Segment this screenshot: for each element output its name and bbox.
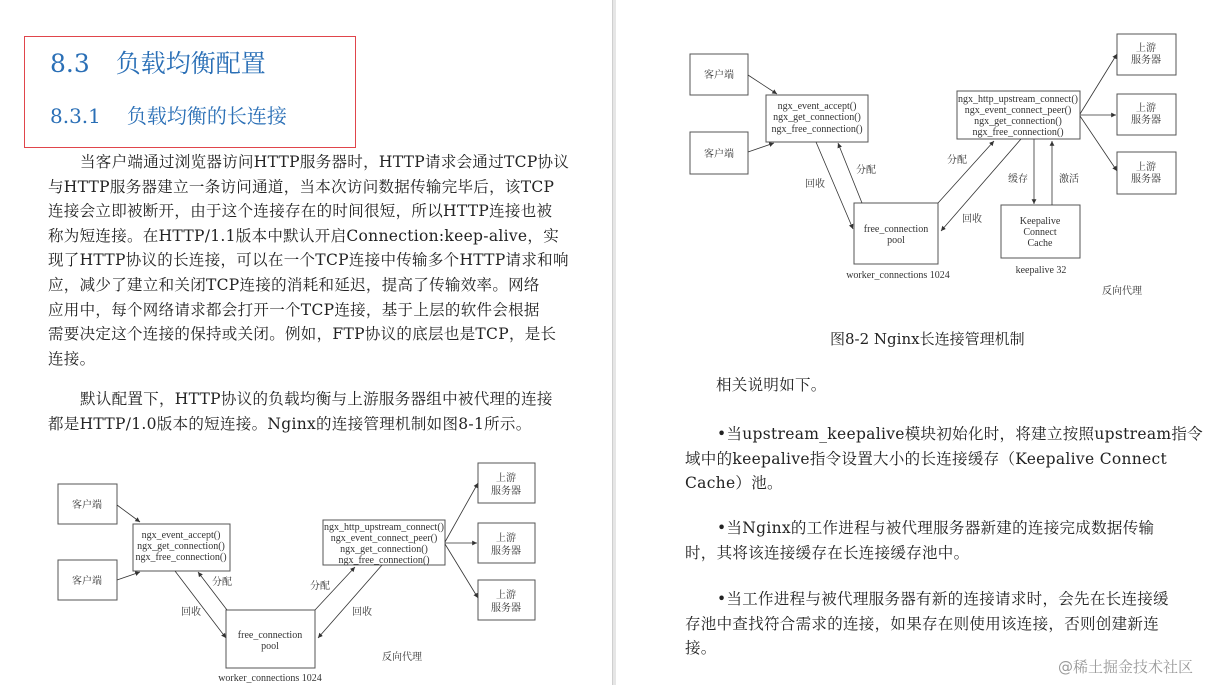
allocate-label: 分配	[212, 577, 232, 588]
subsection-number: 8.3.1	[50, 104, 101, 128]
client-label: 客户端	[704, 70, 734, 81]
arrow	[1080, 116, 1117, 171]
func-label: ngx_event_accept()	[777, 101, 857, 112]
text-line: 应用中，每个网络请求都会打开一个TCP连接，基于上层的软件会根据	[48, 300, 540, 319]
server-label: 上游	[496, 533, 516, 544]
cache-label: Cache	[1027, 238, 1053, 249]
server-label: 上游	[1136, 103, 1156, 114]
func-label: ngx_http_upstream_connect()	[958, 94, 1078, 105]
server-label: 上游	[1136, 162, 1156, 173]
client-label: 客户端	[72, 500, 102, 511]
bullet-2	[685, 516, 1154, 565]
text-line: 域中的keepalive指令设置大小的长连接缓存（Keepalive Connect	[685, 449, 1168, 468]
client-label: 客户端	[72, 576, 102, 587]
pool-label: free_connection	[237, 630, 303, 641]
server-label: 服务器	[1131, 115, 1161, 126]
func-label: ngx_free_connection()	[771, 124, 863, 135]
pool-label: pool	[887, 235, 905, 246]
arrow	[1080, 54, 1117, 114]
recycle-label: 回收	[805, 179, 825, 190]
func-label: ngx_free_connection()	[135, 552, 227, 563]
arrow	[748, 143, 774, 152]
server-label: 服务器	[491, 603, 521, 614]
arrow	[748, 75, 777, 94]
text-line: 与HTTP服务器建立一条访问通道，当本次访问数据传输完毕后，该TCP	[48, 177, 555, 196]
allocate-label: 分配	[947, 155, 967, 166]
recycle-label: 回收	[181, 607, 201, 618]
server-label: 服务器	[491, 546, 521, 557]
func-label: ngx_get_connection()	[773, 112, 861, 123]
server-label: 服务器	[1131, 174, 1161, 185]
bullet-3	[685, 587, 1169, 661]
text-line: •当Nginx的工作进程与被代理服务器新建的连接完成数据传输	[717, 519, 1155, 537]
text-line: 连接会立即被断开，由于这个连接存在的时间很短，所以HTTP连接也被	[48, 202, 553, 221]
server-label: 上游	[496, 590, 516, 601]
func-label: ngx_free_connection()	[338, 555, 430, 566]
text-line: •当upstream_keepalive模块初始化时，将建立按照upstream指令	[717, 425, 1203, 443]
recycle-label: 回收	[352, 607, 372, 618]
text-line: 默认配置下，HTTP协议的负载均衡与上游服务器组中被代理的连接	[80, 390, 553, 408]
reverse-proxy-label: 反向代理	[1102, 286, 1142, 297]
reverse-proxy-label: 反向代理	[382, 652, 422, 663]
upstream-server-box	[1117, 152, 1176, 194]
server-label: 服务器	[1131, 55, 1161, 66]
text-line: 应，减少了建立和关闭TCP连接的消耗和延迟，提高了传输效率。网络	[48, 275, 540, 294]
text-line: 存池中查找符合需求的连接，如果存在则使用该连接，否则创建新连	[685, 614, 1160, 633]
allocate-label: 分配	[310, 581, 330, 592]
func-label: ngx_event_connect_peer()	[964, 105, 1072, 116]
activate-label: 激活	[1059, 174, 1079, 185]
cache-label: Keepalive	[1019, 216, 1061, 227]
pool-label: pool	[261, 641, 279, 652]
section-number: 8.3	[50, 49, 90, 78]
text-line: 相关说明如下。	[716, 376, 827, 394]
server-label: 服务器	[491, 486, 521, 497]
func-label: ngx_get_connection()	[137, 541, 225, 552]
text-line: 需要决定这个连接的保持或关闭。例如，FTP协议的底层也是TCP，是长	[48, 325, 557, 344]
arrow	[318, 565, 382, 638]
allocate-label: 分配	[856, 165, 876, 176]
text-line: 时，其将该连接缓存在长连接缓存池中。	[685, 543, 970, 562]
figure-8-2-diagram	[0, 0, 1224, 310]
recycle-label: 回收	[962, 214, 982, 225]
arrow	[117, 505, 140, 522]
arrow	[445, 544, 478, 598]
subsection-title: 负载均衡的长连接	[126, 104, 287, 128]
store-label: 缓存	[1008, 174, 1028, 185]
bullet-1	[685, 422, 1203, 496]
func-label: ngx_get_connection()	[340, 544, 428, 555]
pool-label: free_connection	[863, 224, 929, 235]
text-line: 现了HTTP协议的长连接，可以在一个TCP连接中传输多个HTTP请求和响	[48, 251, 569, 270]
func-label: ngx_event_accept()	[141, 530, 221, 541]
text-line: 连接。	[48, 349, 96, 368]
intro-text	[716, 373, 827, 398]
text-line: •当工作进程与被代理服务器有新的连接请求时，会先在长连接缓	[717, 590, 1169, 608]
figure-caption: 图8-2 Nginx长连接管理机制	[830, 330, 1025, 348]
text-line: Cache）池。	[685, 474, 783, 493]
func-label: ngx_free_connection()	[972, 127, 1064, 138]
arrow	[938, 141, 994, 203]
text-line: 都是HTTP/1.0版本的短连接。Nginx的连接管理机制如图8-1所示。	[48, 414, 532, 433]
section-title: 负载均衡配置	[115, 49, 266, 78]
func-label: ngx_http_upstream_connect()	[324, 522, 444, 533]
func-label: ngx_get_connection()	[974, 116, 1062, 127]
text-line: 当客户端通过浏览器访问HTTP服务器时，HTTP请求会通过TCP协议	[80, 153, 570, 171]
text-line: 称为短连接。在HTTP/1.1版本中默认开启Connection:keep-alive，实	[48, 226, 559, 245]
arrow	[117, 572, 140, 580]
server-label: 上游	[496, 473, 516, 484]
cache-caption: keepalive 32	[1015, 265, 1067, 276]
func-label: ngx_event_connect_peer()	[330, 533, 438, 544]
server-label: 上游	[1136, 43, 1156, 54]
text-line: 接。	[685, 639, 717, 658]
client-label: 客户端	[704, 149, 734, 160]
pool-caption: worker_connections 1024	[218, 673, 322, 684]
pool-caption: worker_connections 1024	[846, 270, 950, 281]
arrow	[445, 483, 478, 542]
cache-label: Connect	[1023, 227, 1057, 238]
watermark: @稀土掘金技术社区	[1058, 658, 1194, 676]
